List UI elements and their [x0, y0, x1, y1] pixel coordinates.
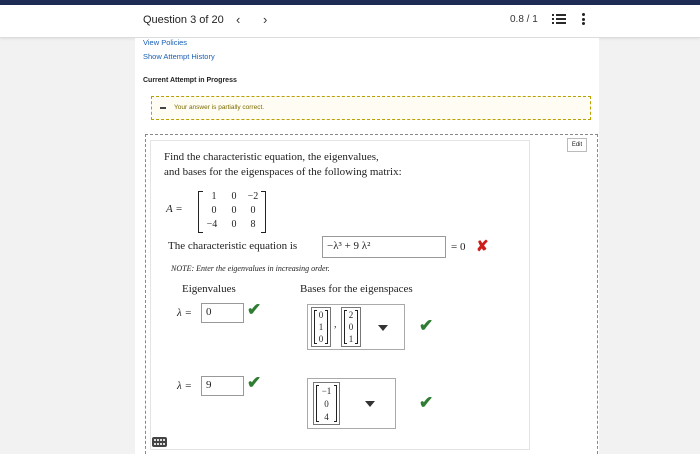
- score-display: 0.8 / 1: [510, 14, 538, 25]
- basis-vector: [341, 307, 361, 347]
- chevron-down-icon: [365, 401, 375, 407]
- correct-check-icon: ✔: [419, 316, 434, 335]
- question-header: [0, 5, 700, 38]
- notice-text: Your answer is partially correct.: [174, 104, 265, 111]
- basis-vector: [313, 382, 340, 425]
- basis-separator: ,: [334, 319, 337, 330]
- problem-statement-line-1: Find the characteristic equation, the eigenvalues,: [164, 151, 379, 163]
- basis-dropdown-1[interactable]: [307, 304, 405, 350]
- characteristic-equation-input[interactable]: −λ³ + 9 λ²: [322, 236, 446, 258]
- vector-entry: −1: [321, 386, 332, 396]
- previous-question-button[interactable]: ‹: [236, 12, 241, 27]
- matrix-cell: 0: [231, 219, 237, 230]
- equals-zero-label: = 0: [451, 241, 466, 253]
- incorrect-x-icon: ✘: [476, 239, 489, 255]
- matrix-cell: 0: [231, 205, 237, 216]
- matrix-cell: 8: [250, 219, 256, 230]
- matrix-cell: 1: [211, 191, 217, 202]
- matrix-cell: 0: [250, 205, 256, 216]
- lambda-label-1: λ =: [177, 307, 192, 319]
- vector-entry: 1: [318, 322, 324, 332]
- eigenvalue-input-2[interactable]: 9: [201, 376, 244, 396]
- eigenvalue-order-note: NOTE: Enter the eigenvalues in increasing order.: [171, 264, 330, 273]
- basis-dropdown-2[interactable]: [307, 378, 396, 429]
- problem-statement-line-2: and bases for the eigenspaces of the following matrix:: [164, 166, 402, 178]
- vector-entry: 4: [324, 412, 329, 422]
- eigenvalues-column-header: Eigenvalues: [182, 283, 236, 295]
- vector-entry: 2: [348, 310, 354, 320]
- vector-entry: 0: [348, 322, 354, 332]
- correct-check-icon: ✔: [419, 393, 434, 412]
- bases-column-header: Bases for the eigenspaces: [300, 283, 413, 295]
- vector-entry: 0: [318, 334, 324, 344]
- keyboard-icon[interactable]: [152, 437, 167, 447]
- question-counter: Question 3 of 20: [143, 14, 224, 26]
- eigenvalue-input-1[interactable]: 0: [201, 303, 244, 323]
- edit-button[interactable]: Edit: [567, 138, 587, 152]
- next-question-button[interactable]: ›: [263, 12, 268, 27]
- vector-entry: 0: [324, 399, 329, 409]
- view-policies-link[interactable]: View Policies: [143, 38, 188, 47]
- attempt-history-link[interactable]: Show Attempt History: [143, 52, 215, 61]
- matrix-label: A =: [166, 203, 183, 215]
- correct-check-icon: ✔: [247, 300, 262, 319]
- correct-check-icon: ✔: [247, 373, 262, 392]
- question-list-icon[interactable]: [552, 14, 566, 26]
- lambda-label-2: λ =: [177, 380, 192, 392]
- vector-entry: 1: [348, 334, 354, 344]
- matrix-cell: −2: [247, 191, 259, 202]
- chevron-down-icon: [378, 325, 388, 331]
- characteristic-equation-label: The characteristic equation is: [168, 240, 298, 252]
- partial-correct-notice: [151, 96, 591, 120]
- matrix-cell: 0: [211, 205, 217, 216]
- matrix-cell: −4: [206, 219, 218, 230]
- minus-icon: [160, 107, 166, 109]
- vector-entry: 0: [318, 310, 324, 320]
- more-options-icon[interactable]: [582, 13, 586, 27]
- basis-vector: [311, 307, 331, 347]
- attempt-heading: Current Attempt in Progress: [143, 77, 237, 84]
- matrix-cell: 0: [231, 191, 237, 202]
- problem-panel: [150, 140, 530, 450]
